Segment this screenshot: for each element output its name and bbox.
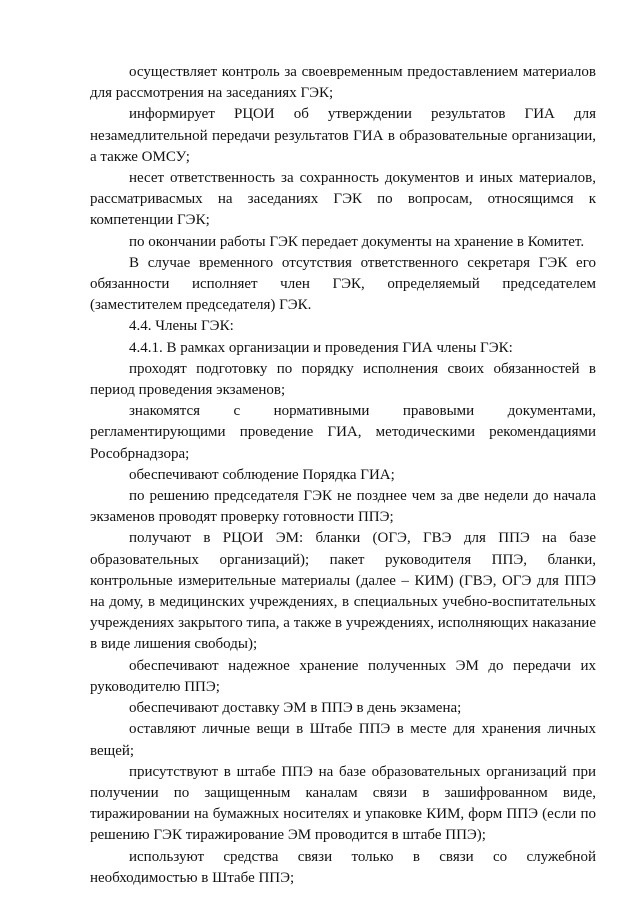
paragraph-secretary-inform: информирует РЦОИ об утверждении результатов ГИА для незамедлительной передачи результатов ГИА в образовательные организации, а также ОМСУ; (90, 106, 596, 165)
paragraph-members-personal-items: оставляют личные вещи в Штабе ППЭ в месте для хранения личных вещей; (90, 721, 596, 759)
paragraph-members-communication: используют средства связи только в связи со служебной необходимостью в Штабе ППЭ; (90, 848, 596, 886)
paragraph-secretary-responsibility: несет ответственность за сохранность документов и иных материалов, рассматривасмых на заседаниях ГЭК по вопросам, относящимся к компетенции ГЭК; (90, 170, 596, 229)
paragraph-secretary-control: осуществляет контроль за своевременным предоставлением материалов для рассмотрения на заседаниях ГЭК; (90, 64, 596, 102)
paragraph-secretary-substitute: В случае временного отсутствия ответственного секретаря ГЭК его обязанности исполняет член ГЭК, определяемый председателем (заместителем председателя) ГЭК. (90, 254, 596, 314)
paragraph-members-readiness-check: по решению председателя ГЭК не позднее чем за две недели до начала экзаменов проводят проверку готовности ППЭ; (90, 488, 596, 526)
paragraph-members-storage: обеспечивают надежное хранение полученных ЭМ до передачи их руководителю ППЭ; (90, 657, 596, 695)
paragraph-members-compliance: обеспечивают соблюдение Порядка ГИА; (129, 466, 395, 483)
paragraph-members-presence: присутствуют в штабе ППЭ на базе образовательных организаций при получении по защищенным каналам связи в зашифрованном виде, тиражировании на бумажных носителях и упаковке КИМ, форм ППЭ (если по решению ГЭК тиражирование ЭМ проводится в штабе ППЭ); (90, 763, 596, 844)
paragraph-secretary-archive: по окончании работы ГЭК передает документы на хранение в Комитет. (129, 233, 585, 250)
subsection-heading-members-duties: 4.4.1. В рамках организации и проведения ГИА члены ГЭК: (129, 339, 513, 356)
paragraph-members-training: проходят подготовку по порядку исполнения своих обязанностей в период проведения экзаменов; (90, 360, 596, 399)
paragraph-members-documents: знакомятся с нормативными правовыми документами, регламентирующими проведение ГИА, методическими рекомендациями Рособрнадзора; (90, 403, 596, 462)
document-body (90, 62, 596, 889)
section-heading-members: 4.4. Члены ГЭК: (129, 318, 234, 335)
paragraph-members-receive-materials: получают в РЦОИ ЭМ: бланки (ОГЭ, ГВЭ для ППЭ на базе образовательных организаций); пакет руководителя ППЭ, бланки, контрольные измерительные материалы (далее – КИМ) (ГВЭ, ОГЭ для ППЭ на дому, в медицинских учреждениях, в специальных учебно-воспитательных учреждениях закрытого типа, а также в учреждениях, исполняющих наказание в виде лишения свободы); (90, 530, 596, 653)
paragraph-members-delivery: обеспечивают доставку ЭМ в ППЭ в день экзамена; (129, 700, 462, 717)
